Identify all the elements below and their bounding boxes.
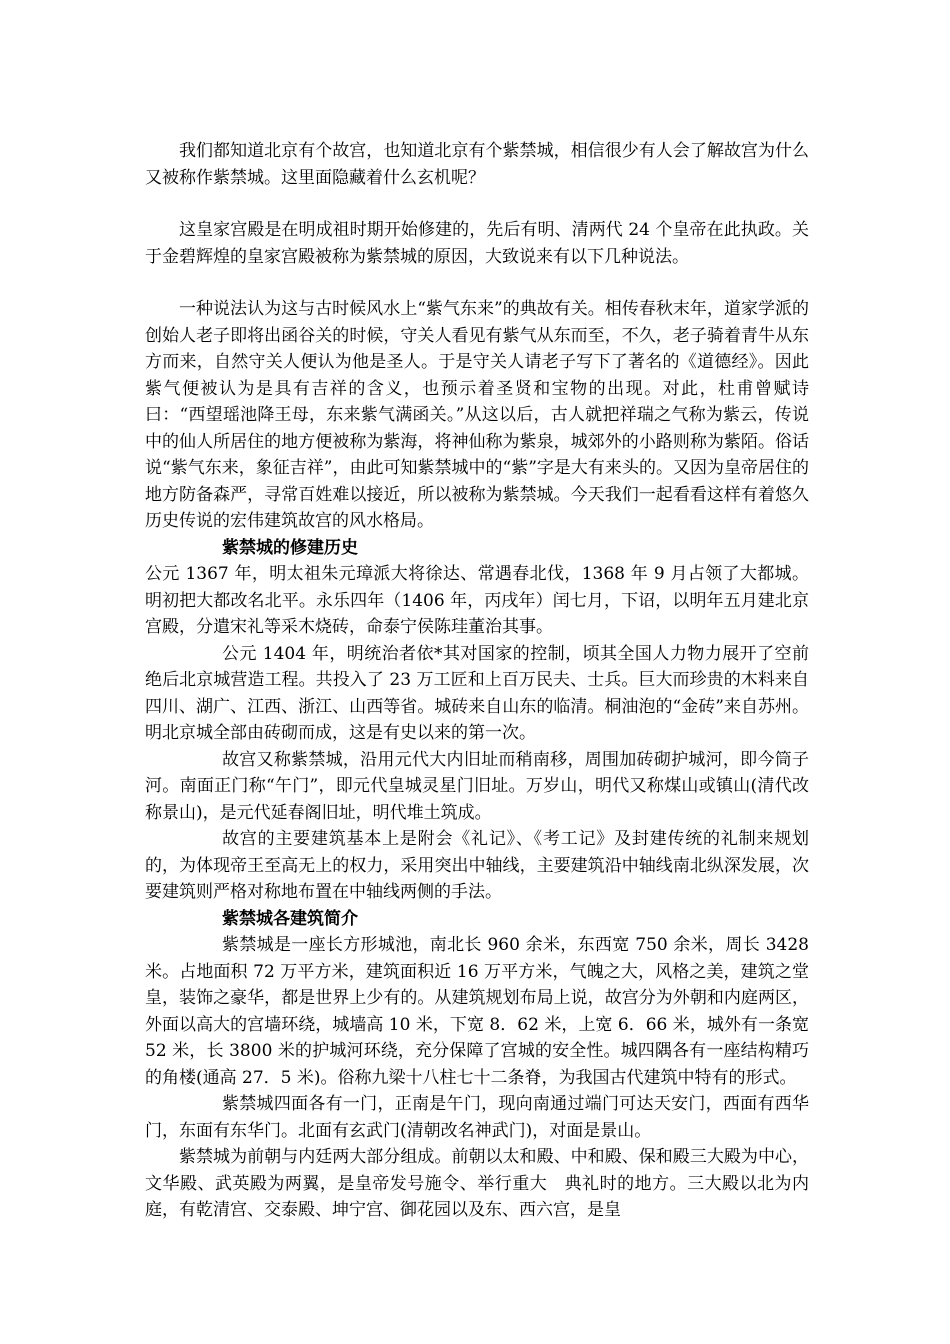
section-heading-history: 紫禁城的修建历史 xyxy=(222,537,358,558)
section-heading-buildings: 紫禁城各建筑简介 xyxy=(222,908,358,929)
document-body xyxy=(145,138,809,1224)
buildings-paragraph-3: 紫禁城为前朝与内廷两大部分组成。前朝以太和殿、中和殿、保和殿三大殿为中心，文华殿、武英殿为两翼，是皇帝发号施令、举行重大 典礼时的地方。三大殿以北为内庭，有乾清宫、交泰殿、坤宁宫、御花园以及东、西六宫，是皇 xyxy=(145,1147,809,1220)
intro-paragraph-3: 一种说法认为这与古时候风水上“紫气东来”的典故有关。相传春秋末年，道家学派的创始人老子即将出函谷关的时候，守关人看见有紫气从东而至，不久，老子骑着青牛从东方而来，自然守关人便认为他是圣人。于是守关人请老子写下了著名的《道德经》。因此紫气便被认为是具有吉祥的含义，也预示着圣贤和宝物的出现。对此，杜甫曾赋诗曰：“西望瑶池降王母，东来紫气满函关。”从这以后，古人就把祥瑞之气称为紫云，传说中的仙人所居住的地方便被称为紫海，将神仙称为紫泉，城郊外的小路则称为紫陌。俗话说“紫气东来，象征吉祥”，由此可知紫禁城中的“紫”字是大有来头的。又因为皇帝居住的地方防备森严，寻常百姓难以接近，所以被称为紫禁城。今天我们一起看看这样有着悠久历史传说的宏伟建筑故宫的风水格局。 xyxy=(145,299,809,531)
intro-paragraph-2: 这皇家宫殿是在明成祖时期开始修建的，先后有明、清两代 24 个皇帝在此执政。关于金碧辉煌的皇家宫殿被称为紫禁城的原因，大致说来有以下几种说法。 xyxy=(145,220,809,267)
buildings-paragraph-2: 紫禁城四面各有一门，正南是午门，现向南通过端门可达天安门，西面有西华门，东面有东华门。北面有玄武门(清朝改名神武门)，对面是景山。 xyxy=(145,1094,809,1141)
history-paragraph-1: 公元 1367 年，明太祖朱元璋派大将徐达、常遇春北伐，1368 年 9 月占领了大都城。明初把大都改名北平。永乐四年（1406 年，丙戌年）闰七月，下诏，以明年五月建北京宫殿，分遣宋礼等采木烧砖，命泰宁侯陈珪董治其事。 xyxy=(145,564,809,637)
history-paragraph-3: 故宫又称紫禁城，沿用元代大内旧址而稍南移，周围加砖砌护城河，即今筒子河。南面正门称“午门”，即元代皇城灵星门旧址。万岁山，明代又称煤山或镇山(清代改称景山)，是元代延春阁旧址，明代堆土筑成。 xyxy=(145,749,809,823)
buildings-paragraph-1: 紫禁城是一座长方形城池，南北长 960 余米，东西宽 750 余米，周长 3428 米。占地面积 72 万平方米，建筑面积近 16 万平方米，气魄之大，风格之美，建筑之堂皇，装饰之豪华，都是世界上少有的。从建筑规划布局上说，故宫分为外朝和内庭两区，外面以高大的宫墙环绕，城墙高 10 米，下宽 8．62 米，上宽 6．66 米，城外有一条宽 52 米，长 3800 米的护城河环绕，充分保障了宫城的安全性。城四隅各有一座结构精巧的角楼(通高 27．5 米)。俗称九梁十八柱七十二条脊，为我国古代建筑中特有的形式。 xyxy=(145,935,809,1088)
history-paragraph-2: 公元 1404 年，明统治者依*其对国家的控制，顷其全国人力物力展开了空前绝后北京城营造工程。共投入了 23 万工匠和上百万民夫、士兵。巨大而珍贵的木料来自四川、湖广、江西、浙江、山西等省。城砖来自山东的临清。桐油泡的“金砖”来自苏州。明北京城全部由砖砌而成，这是有史以来的第一次。 xyxy=(145,643,809,743)
intro-paragraph-1: 我们都知道北京有个故宫，也知道北京有个紫禁城，相信很少有人会了解故宫为什么又被称作紫禁城。这里面隐藏着什么玄机呢？ xyxy=(145,141,809,188)
history-paragraph-4: 故宫的主要建筑基本上是附会《礼记》、《考工记》及封建传统的礼制来规划的，为体现帝王至高无上的权力，采用突出中轴线，主要建筑沿中轴线南北纵深发展，次要建筑则严格对称地布置在中轴线两侧的手法。 xyxy=(145,829,809,902)
